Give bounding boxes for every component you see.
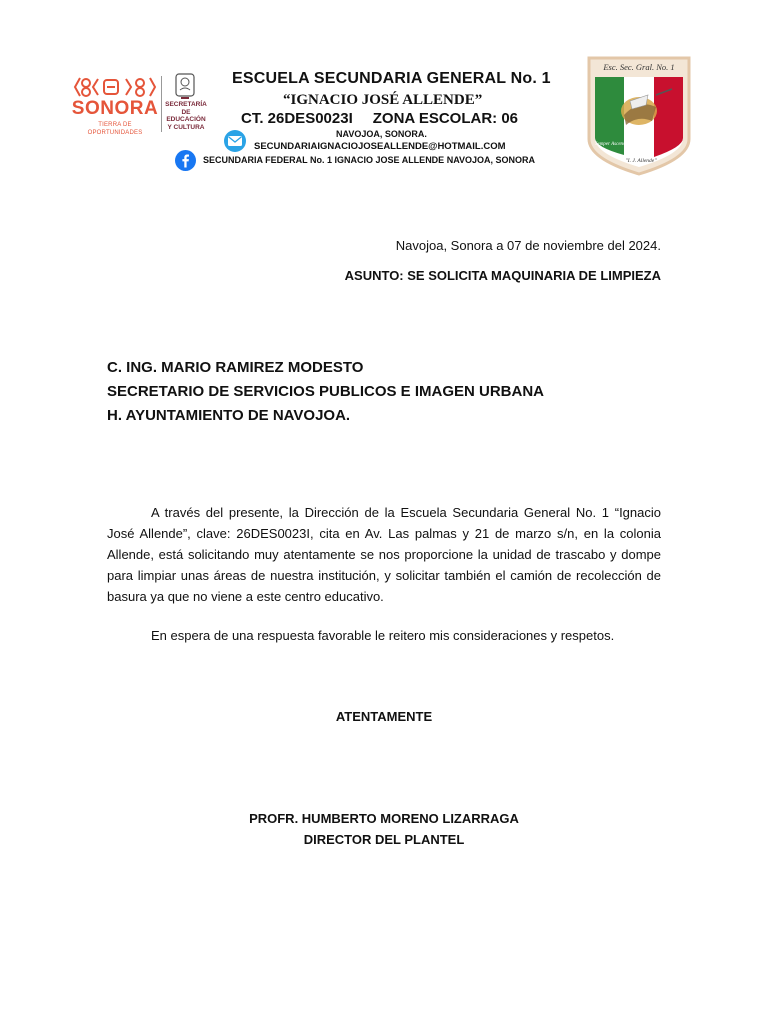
school-zona: ZONA ESCOLAR: 06 bbox=[372, 110, 519, 127]
sonora-logo-glyphs-icon bbox=[72, 74, 158, 100]
school-email: SECUNDARIAIGNACIOJOSEALLENDE@HOTMAIL.COM bbox=[254, 141, 506, 152]
letter-paragraph-1: A través del presente, la Dirección de la Escuela Secundaria General No. 1 “Ignacio José Allende”, clave: 26DES0023I, cita en Av. Las palmas y 21 de marzo s/n, en la colonia Allende, está solicitando muy atentamente se nos proporcione la unidad de trascabo y dompe para limpiar unas áreas de nuestra institución, y solicitar también el camión de recolección de basura ya que no viene a este centro educativo. bbox=[107, 505, 661, 604]
recipient-name: C. ING. MARIO RAMIREZ MODESTO bbox=[107, 359, 364, 376]
signer-title: DIRECTOR DEL PLANTEL bbox=[303, 832, 465, 847]
crest-top-text: Esc. Sec. Gral. No. 1 bbox=[603, 62, 675, 72]
school-city: NAVOJOA, SONORA. bbox=[336, 129, 427, 139]
school-name: ESCUELA SECUNDARIA GENERAL No. 1 bbox=[232, 70, 551, 87]
school-facebook: SECUNDARIA FEDERAL No. 1 IGNACIO JOSE ALLENDE NAVOJOA, SONORA bbox=[203, 155, 536, 165]
letter-subject: ASUNTO: SE SOLICITA MAQUINARIA DE LIMPIEZA bbox=[344, 268, 661, 283]
secretaria-line-2: EDUCACIÓN bbox=[166, 116, 206, 123]
school-ct-line bbox=[241, 110, 518, 128]
facebook-icon bbox=[175, 150, 196, 171]
crest-bottom-text: "I. J. Allende" bbox=[625, 158, 657, 164]
recipient-organization: H. AYUNTAMIENTO DE NAVOJOA. bbox=[107, 407, 351, 424]
school-subtitle: “IGNACIO JOSÉ ALLENDE” bbox=[283, 92, 483, 108]
sonora-logo-word: SONORA bbox=[71, 98, 159, 119]
mail-icon bbox=[222, 130, 248, 152]
secretaria-crest-icon bbox=[173, 72, 197, 100]
secretaria-line-3: Y CULTURA bbox=[167, 123, 205, 131]
secretaria-logo-text bbox=[163, 101, 209, 131]
school-ct: CT. 26DES0023I bbox=[241, 110, 353, 127]
logo-divider bbox=[161, 76, 162, 132]
letter-paragraph-2: En espera de una respuesta favorable le reitero mis consideraciones y respetos. bbox=[151, 628, 615, 643]
signer-name: PROFR. HUMBERTO MORENO LIZARRAGA bbox=[249, 811, 519, 826]
recipient-title: SECRETARIO DE SERVICIOS PUBLICOS E IMAGEN URBANA bbox=[107, 383, 544, 400]
letter-date: Navojoa, Sonora a 07 de noviembre del 2024. bbox=[395, 238, 661, 253]
secretaria-line-1: SECRETARÍA DE bbox=[165, 101, 207, 116]
letter-closing: ATENTAMENTE bbox=[335, 709, 433, 724]
school-crest-icon bbox=[586, 55, 692, 177]
sonora-logo-tagline: TIERRA DE OPORTUNIDADES bbox=[87, 122, 143, 136]
crest-motto: Semper Ascens bbox=[594, 142, 626, 147]
